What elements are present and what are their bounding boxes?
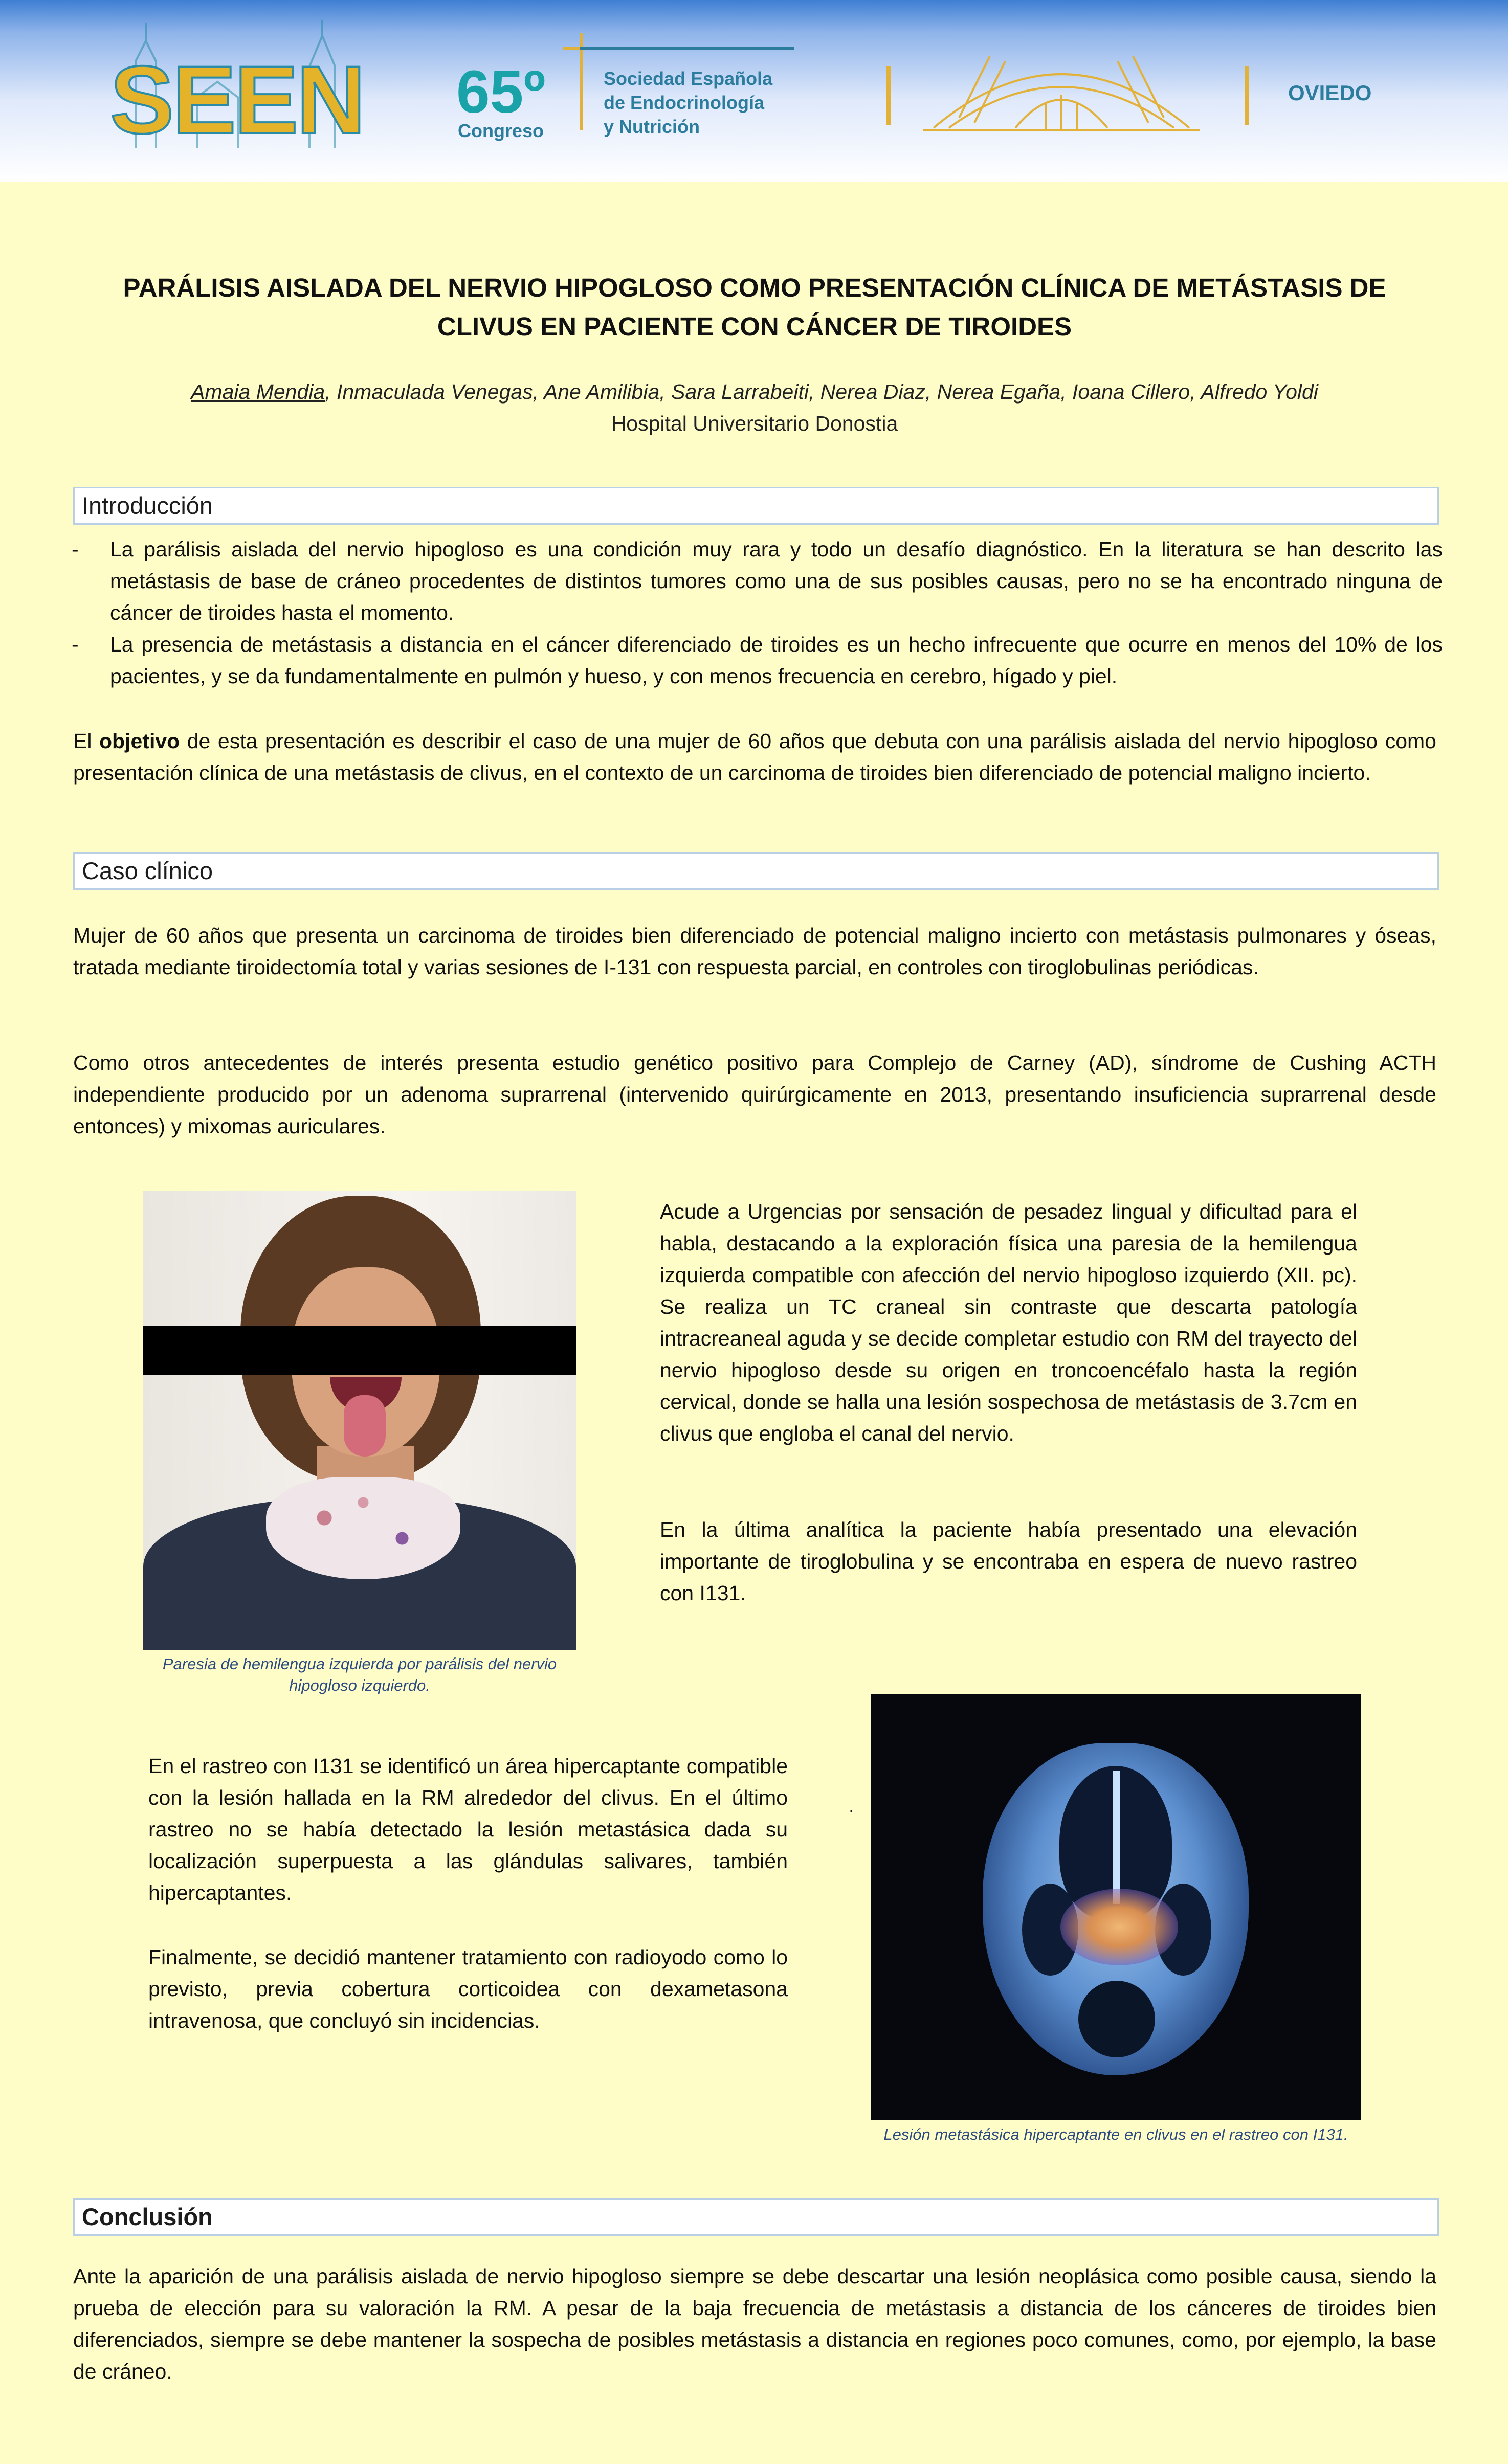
privacy-censor-bar (143, 1326, 576, 1375)
section-heading-introduccion: Introducción (73, 487, 1439, 525)
gold-divider (1245, 66, 1249, 125)
first-author: Amaia Mendia (191, 380, 325, 404)
case-paragraph-6: Finalmente, se decidió mantener tratamiento con radioyodo como lo previsto, previa cobertura corticoidea con dexametasona intravenosa, que concluyó sin incidencias. (148, 1945, 788, 2032)
gold-divider (886, 66, 891, 125)
congress-number: 65º (456, 58, 546, 126)
section-heading-caso-clinico: Caso clínico (73, 852, 1439, 890)
hypercaptant-lesion (1060, 1889, 1178, 1965)
poster-title (77, 268, 1432, 346)
congress-word: Congreso (458, 120, 544, 141)
case-paragraph-3: Acude a Urgencias por sensación de pesadez lingual y dificultad para el habla, destacando a la exploración física una paresia de la hemilengua izquierda compatible con afección del nervio hipogloso izquierdo (XII. pc). Se realiza un TC craneal sin contraste que descarta patología intracreaneal aguda y se decide completar estudio con RM del trayecto del nervio hipogloso desde su origen en troncoencéfalo hasta la región cervical, donde se halla una lesión sospechosa de metástasis de 3.7cm en clivus que engloba el canal del nervio. (660, 1200, 1357, 1445)
society-line: de Endocrinología (604, 92, 765, 113)
case-paragraph-5: En el rastreo con I131 se identificó un área hipercaptante compatible con la lesión hallada en la RM alrededor del clivus. En el último rastreo no se había detectado la lesión metastásica dada su localización superpuesta a las glándulas salivares, también hipercaptantes. (148, 1754, 788, 1905)
intro-bullet-list (72, 533, 1443, 692)
case-paragraph-2: Como otros antecedentes de interés presenta estudio genético positivo para Complejo de Carney (AD), síndrome de Cushing ACTH independiente producido por un adenoma suprarrenal (intervenido quirúrgicamente en 2013, presentando insuficiencia suprarrenal desde entonces) y mixomas auriculares. (73, 1051, 1436, 1138)
title-line: PARÁLISIS AISLADA DEL NERVIO HIPOGLOSO COMO PRESENTACIÓN CLÍNICA DE METÁSTASIS DE (123, 273, 1386, 302)
author-list (77, 377, 1432, 406)
society-line: Sociedad Española (604, 68, 773, 89)
objective-text: de esta presentación es describir el caso de una mujer de 60 años que debuta con una parálisis aislada del nervio hipogloso como presentación clínica de una metástasis de clivus, en el contexto de un carcinoma de tiroides bien diferenciado de potencial maligno incierto. (73, 729, 1436, 785)
header-banner (0, 0, 1508, 182)
intro-bullet: - La parálisis aislada del nervio hipogloso es una condición muy rara y todo un desafío diagnóstico. En la literatura se han descrito las metástasis de base de cráneo procedentes de distintos tumores como una de sus posibles causas, pero no se ha encontrado ninguna de cáncer de tiroides hasta el momento. (72, 533, 1443, 629)
photo-caption-2: Lesión metastásica hipercaptante en clivus en el rastreo con I131. (883, 2125, 1348, 2143)
title-line: CLIVUS EN PACIENTE CON CÁNCER DE TIROIDES (437, 312, 1072, 341)
objective-keyword: objetivo (99, 729, 180, 753)
society-rule (580, 47, 794, 50)
patient-tongue-photo (143, 1191, 576, 1650)
city-name: OVIEDO (1288, 81, 1372, 105)
stray-dot: . (849, 1799, 853, 1815)
auditorium-arch-icon (918, 41, 1205, 143)
case-paragraph-1: Mujer de 60 años que presenta un carcinoma de tiroides bien diferenciado de potencial maligno incierto con metástasis pulmonares y óseas, tratada mediante tiroidectomía total y varias sesiones de I-131 con respuesta parcial, en controles con tiroglobulinas periódicas. (73, 924, 1436, 979)
other-authors: , Inmaculada Venegas, Ane Amilibia, Sara Larrabeiti, Nerea Diaz, Nerea Egaña, Ioana Cillero, Alfredo Yoldi (325, 380, 1318, 404)
section-heading-conclusion: Conclusión (73, 2198, 1439, 2236)
case-paragraph-4: En la última analítica la paciente había presentado una elevación importante de tiroglobulina y se encontraba en espera de nuevo rastreo con I131. (660, 1518, 1357, 1605)
objective-paragraph (73, 725, 1436, 789)
conclusion-paragraph: Ante la aparición de una parálisis aislada de nervio hipogloso siempre se debe descartar una lesión neoplásica como posible causa, siendo la prueba de elección para su valoración la RM. A pesar de la baja frecuencia de metástasis a distancia de los cánceres de tiroides bien diferenciados, siempre se debe mantener la sospecha de posibles metástasis a distancia en regiones poco comunes, como, por ejemplo, la base de cráneo. (73, 2265, 1436, 2383)
spect-ct-scan-image (871, 1694, 1361, 2120)
seen-logo: SEEN (110, 46, 364, 153)
society-name (604, 66, 818, 139)
affiliation: Hospital Universitario Donostia (611, 412, 898, 435)
photo-caption-1: Paresia de hemilengua izquierda por parálisis del nervio hipogloso izquierdo. (162, 1655, 557, 1694)
intro-bullet: - La presencia de metástasis a distancia en el cáncer diferenciado de tiroides es un hecho infrecuente que ocurre en menos del 10% de los pacientes, y se da fundamentalmente en pulmón y hueso, y con menos frecuencia en cerebro, hígado y piel. (72, 629, 1443, 692)
society-line: y Nutrición (604, 116, 700, 137)
objective-pre: El (73, 729, 100, 753)
